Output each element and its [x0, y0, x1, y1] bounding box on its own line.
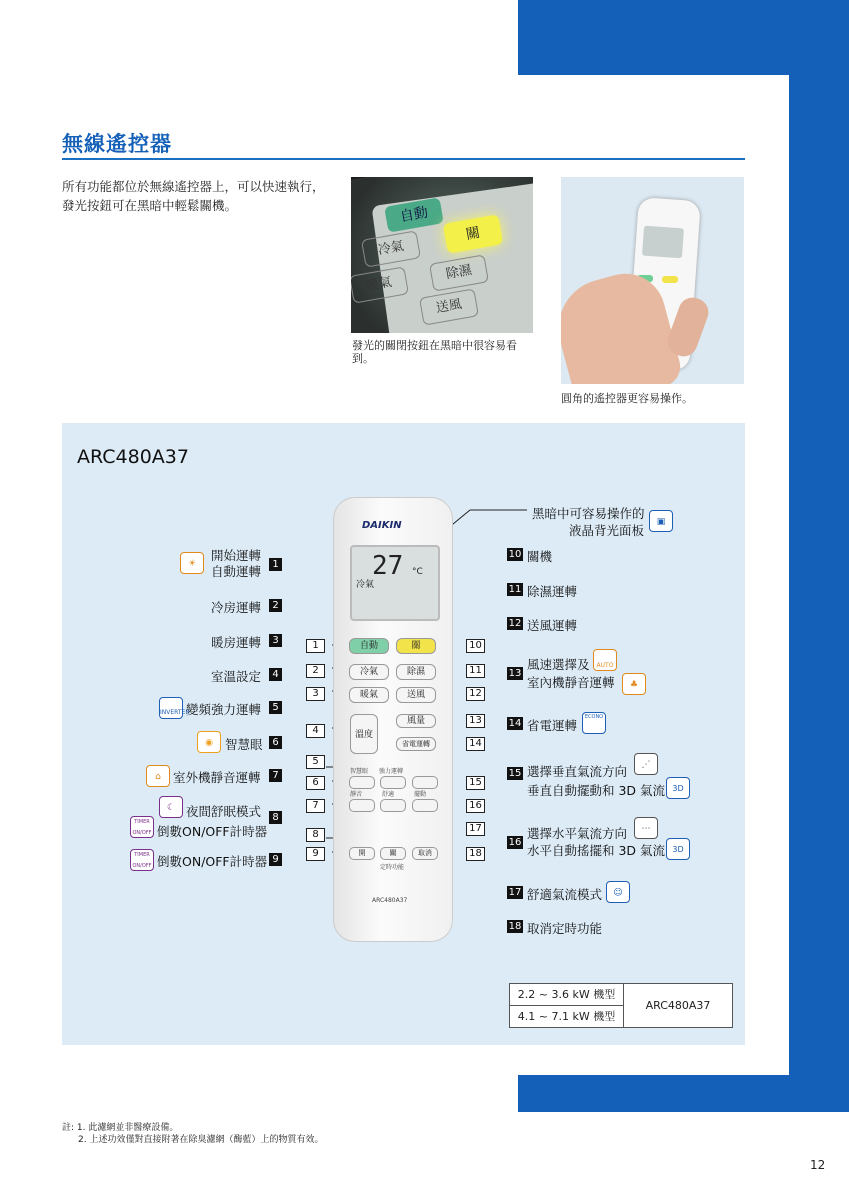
timer-icon: TIMER ON/OFF — [130, 849, 154, 871]
photo-fan-button: 送風 — [419, 288, 479, 325]
marker-7: 7 — [306, 799, 325, 813]
right-item-16-line-1: 選擇水平氣流方向 — [527, 826, 628, 841]
num-2: 2 — [269, 599, 282, 612]
marker-8: 8 — [306, 828, 325, 842]
left-item-1 — [211, 548, 261, 580]
num-17: 17 — [508, 887, 522, 898]
intro-line-1: 所有功能都位於無線遙控器上，可以快速執行， — [62, 179, 325, 194]
marker-18: 18 — [466, 847, 485, 861]
small-label-eye: 智慧眼 — [350, 768, 369, 775]
fan-speed-button[interactable]: 風量 — [396, 714, 436, 728]
marker-5: 5 — [306, 755, 325, 769]
lcd-unit: °C — [412, 567, 423, 577]
spec-table — [509, 983, 733, 1028]
intelligent-eye-button[interactable] — [349, 776, 375, 789]
num-13: 13 — [508, 668, 522, 679]
photo-dry-button: 除濕 — [429, 254, 489, 291]
left-item-9: 倒數ON/OFF計時器 — [157, 854, 268, 869]
marker-4: 4 — [306, 724, 325, 738]
auto-button[interactable]: 自動 — [349, 638, 389, 654]
comfort-airflow-icon: ☺ — [606, 881, 630, 903]
right-item-12: 送風運轉 — [527, 618, 578, 633]
small-label-comfort: 舒適 — [382, 791, 395, 798]
vertical-3d-icon: 3D — [666, 777, 690, 799]
num-15: 15 — [508, 768, 522, 779]
backlight-label-line-1: 黑暗中可容易操作的 — [532, 506, 645, 521]
off-button[interactable]: 關 — [396, 638, 436, 654]
right-item-14: 省電運轉 — [527, 718, 578, 733]
horizontal-swing-button[interactable] — [412, 799, 438, 812]
spec-row-1: 2.2 ~ 3.6 kW 機型 — [510, 984, 624, 1006]
marker-2: 2 — [306, 664, 325, 678]
num-5: 5 — [269, 701, 282, 714]
intelligent-eye-icon: ◉ — [197, 731, 221, 753]
right-item-13-line-2: 室內機靜音運轉 — [527, 675, 615, 690]
backlight-icon: ▣ — [649, 510, 673, 532]
glowing-buttons-photo — [351, 177, 533, 333]
num-9: 9 — [269, 853, 282, 866]
left-item-2: 冷房運轉 — [211, 600, 262, 615]
marker-15: 15 — [466, 776, 485, 790]
small-label-powerful: 強力運轉 — [379, 768, 404, 775]
left-item-8-line-2: 倒數ON/OFF計時器 — [157, 824, 268, 839]
spec-model: ARC480A37 — [645, 999, 711, 1012]
right-item-13-line-1: 風速選擇及 — [527, 657, 590, 672]
num-18: 18 — [508, 921, 522, 932]
dry-button[interactable]: 除濕 — [396, 664, 436, 680]
fan-mode-button[interactable]: 送風 — [396, 687, 436, 703]
heat-button[interactable]: 暖氣 — [349, 687, 389, 703]
left-item-1-line-2: 自動運轉 — [211, 564, 262, 579]
num-3: 3 — [269, 634, 282, 647]
vertical-swing-button[interactable] — [412, 776, 438, 789]
marker-11: 11 — [466, 664, 485, 678]
spec-row-2: 4.1 ~ 7.1 kW 機型 — [510, 1006, 624, 1027]
footnotes — [62, 1122, 323, 1146]
horizontal-swing-icon: ⋯ — [634, 817, 658, 839]
num-16: 16 — [508, 837, 522, 848]
on-timer-button[interactable]: 開 — [349, 847, 375, 860]
outdoor-quiet-button[interactable] — [349, 799, 375, 812]
num-8: 8 — [269, 811, 282, 824]
lcd-display — [350, 545, 440, 621]
right-item-17: 舒適氣流模式 — [527, 887, 603, 902]
right-item-15-line-1: 選擇垂直氣流方向 — [527, 764, 628, 779]
marker-13: 13 — [466, 714, 485, 728]
econo-icon: ECONO — [582, 712, 606, 734]
marker-12: 12 — [466, 687, 485, 701]
page-number: 12 — [810, 1158, 826, 1172]
left-item-6: 智慧眼 — [225, 737, 263, 752]
num-7: 7 — [269, 769, 282, 782]
marker-10: 10 — [466, 639, 485, 653]
temperature-button[interactable]: 溫度 — [350, 714, 378, 754]
num-12: 12 — [508, 618, 522, 629]
photo-cool-button: 冷氣 — [361, 230, 421, 267]
outdoor-quiet-icon: ⌂ — [146, 765, 170, 787]
footnote-1: 註: 1. 此濾網並非醫療設備。 — [62, 1123, 179, 1133]
side-blue-band — [789, 0, 849, 1112]
right-item-11: 除濕運轉 — [527, 584, 578, 599]
right-item-16-line-2: 水平自動搖擺和 3D 氣流 — [527, 843, 666, 858]
footer-blue-band — [518, 1075, 849, 1112]
num-6: 6 — [269, 736, 282, 749]
title-divider — [62, 158, 745, 160]
cool-button[interactable]: 冷氣 — [349, 664, 389, 680]
marker-16: 16 — [466, 799, 485, 813]
fan-auto-icon: AUTO — [593, 649, 617, 671]
left-item-5: 變頻強力運轉 — [186, 702, 262, 717]
model-heading: ARC480A37 — [77, 446, 189, 468]
marker-6: 6 — [306, 776, 325, 790]
backlight-label-line-2: 液晶背光面板 — [568, 523, 644, 538]
horizontal-3d-icon: 3D — [666, 838, 690, 860]
timer-icon-8: TIMER ON/OFF — [130, 816, 154, 838]
num-4: 4 — [269, 668, 282, 681]
left-item-4: 室溫設定 — [211, 669, 262, 684]
photo-auto-button: 自動 — [384, 197, 444, 232]
auto-mode-icon: ☀ — [180, 552, 204, 574]
left-item-3: 暖房運轉 — [211, 635, 262, 650]
photo1-caption: 發光的關閉按鈕在黑暗中很容易看到。 — [352, 339, 517, 365]
marker-9: 9 — [306, 847, 325, 861]
marker-14: 14 — [466, 737, 485, 751]
left-item-1-line-1: 開始運轉 — [211, 548, 262, 563]
timer-label: 定時功能 — [380, 864, 405, 871]
left-item-8-line-1: 夜間舒眠模式 — [186, 804, 262, 819]
marker-1: 1 — [306, 639, 325, 653]
cancel-timer-button[interactable]: 取消 — [412, 847, 438, 860]
daikin-logo: DAIKIN — [362, 520, 402, 531]
remote-model-print: ARC480A37 — [372, 897, 408, 904]
vertical-swing-icon: ⋰ — [634, 753, 658, 775]
indoor-quiet-icon: ♣ — [622, 673, 646, 695]
marker-3: 3 — [306, 687, 325, 701]
small-label-quiet: 靜音 — [350, 791, 363, 798]
page-title: 無線遙控器 — [62, 132, 172, 156]
intro-text — [62, 177, 347, 215]
num-1: 1 — [269, 558, 282, 571]
photo-off-button: 關 — [443, 214, 503, 253]
comfort-button[interactable] — [380, 799, 406, 812]
num-14: 14 — [508, 718, 522, 729]
photo-heat-button: 暖氣 — [351, 266, 409, 303]
small-label-swing: 擺動 — [414, 791, 427, 798]
econo-button[interactable]: 省電運轉 — [396, 737, 436, 751]
left-item-7: 室外機靜音運轉 — [173, 770, 261, 785]
intro-line-2: 發光按鈕可在黑暗中輕鬆關機。 — [62, 198, 238, 213]
lcd-temperature: 27 — [372, 551, 404, 581]
inverter-powerful-icon: INVERTER — [159, 697, 183, 719]
photo2-caption: 圓角的遙控器更容易操作。 — [561, 392, 693, 405]
num-11: 11 — [508, 584, 522, 595]
night-sleep-icon: ☾ — [159, 796, 183, 818]
right-item-15-line-2: 垂直自動擺動和 3D 氣流 — [527, 783, 666, 798]
right-item-18: 取消定時功能 — [527, 921, 603, 936]
powerful-button[interactable] — [380, 776, 406, 789]
backlight-label — [532, 505, 644, 539]
lcd-mode: 冷氣 — [356, 580, 375, 590]
remote-in-hand-photo — [561, 177, 744, 384]
footnote-2: 2. 上述功效僅對直接附著在除臭濾網（酶藍）上的物質有效。 — [78, 1135, 324, 1145]
num-10: 10 — [508, 549, 522, 560]
marker-17: 17 — [466, 822, 485, 836]
right-item-10: 關機 — [527, 549, 553, 564]
off-timer-button[interactable]: 關 — [380, 847, 406, 860]
